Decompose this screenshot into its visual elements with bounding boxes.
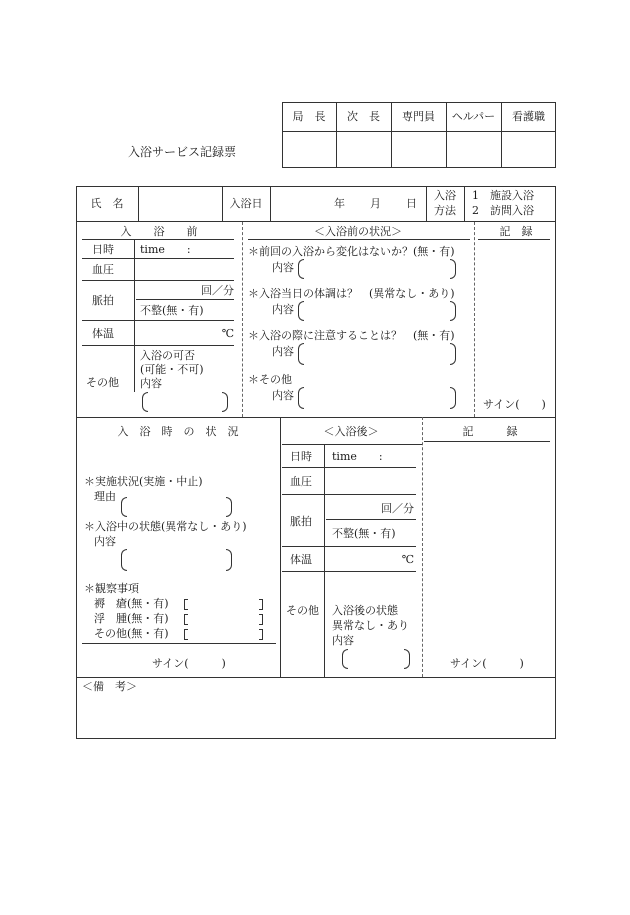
record-top-sign[interactable]: サイン( ) xyxy=(483,398,546,411)
after-pulse-unit: 回／分 xyxy=(381,502,414,515)
approval-director: 局 長 xyxy=(292,110,326,123)
form-title: 入浴サービス記録票 xyxy=(128,145,237,159)
before-irregular[interactable]: 不整(無・有) xyxy=(140,304,204,317)
remarks-label: ＜備 考＞ xyxy=(82,680,137,693)
status-q3-content-label: 内容 xyxy=(272,345,294,358)
after-bp-field[interactable] xyxy=(326,469,416,492)
approval-deputy: 次 長 xyxy=(347,110,380,123)
during-content-label: 内容 xyxy=(94,535,116,548)
before-temp-label: 体温 xyxy=(92,327,114,340)
before-datetime-label: 日時 xyxy=(92,243,114,256)
approval-helper: ヘルパー xyxy=(451,110,496,123)
bath-date-label: 入浴日 xyxy=(229,197,263,210)
during-heading: 入 浴 時 の 状 況 xyxy=(117,425,239,438)
after-content-label: 内容 xyxy=(332,634,354,647)
before-content-label: 内容 xyxy=(140,377,162,390)
during-sign[interactable]: サイン( ) xyxy=(152,657,226,670)
status-q4-content-label: 内容 xyxy=(272,389,294,402)
before-other-label: その他 xyxy=(86,376,119,389)
before-time-field[interactable]: time : xyxy=(140,243,191,256)
method-option-facility[interactable]: 1 施設入浴 xyxy=(472,189,534,202)
after-temp-label: 体温 xyxy=(290,553,312,566)
after-irregular[interactable]: 不整(無・有) xyxy=(332,527,396,540)
after-pulse-label: 脈拍 xyxy=(290,515,312,528)
before-bp-label: 血圧 xyxy=(92,263,114,276)
record-bottom-area[interactable] xyxy=(426,446,552,646)
before-bp-field[interactable] xyxy=(136,260,234,278)
status-q4: ＊その他 xyxy=(248,373,292,386)
status-q1[interactable]: ＊前回の入浴から変化はないか？(無・有) xyxy=(248,245,455,258)
before-temp-unit: ℃ xyxy=(221,327,234,340)
after-temp-unit: ℃ xyxy=(401,553,414,566)
during-s1[interactable]: ＊実施状況(実施・中止) xyxy=(84,475,203,488)
status-q2[interactable]: ＊入浴当日の体調は？ (異常なし・あり) xyxy=(248,287,455,300)
after-bp-label: 血圧 xyxy=(290,475,312,488)
method-option-visit[interactable]: 2 訪問入浴 xyxy=(472,204,534,217)
record-top-heading: 記 録 xyxy=(499,225,533,238)
during-obs2[interactable]: 浮 腫(無・有) xyxy=(94,612,169,625)
remarks-field[interactable] xyxy=(80,697,552,735)
method-label-2: 方法 xyxy=(434,204,456,217)
status-before-heading: ＜入浴前の状況＞ xyxy=(314,225,402,238)
method-label-1: 入浴 xyxy=(434,189,456,202)
name-label: 氏 名 xyxy=(90,197,124,210)
before-ok-line1: 入浴の可否 xyxy=(140,349,195,362)
status-q2-content-label: 内容 xyxy=(272,303,294,316)
during-reason-label: 理由 xyxy=(94,490,116,503)
before-pulse-unit: 回／分 xyxy=(201,284,234,297)
record-top-area[interactable] xyxy=(478,242,552,392)
before-heading: 入 浴 前 xyxy=(120,225,198,238)
during-s2[interactable]: ＊入浴中の状態(異常なし・あり) xyxy=(84,520,247,533)
record-bottom-heading: 記 録 xyxy=(462,425,518,438)
after-datetime-label: 日時 xyxy=(290,450,312,463)
status-q3[interactable]: ＊入浴の際に注意することは？ (無・有) xyxy=(248,329,455,342)
after-heading: ＜入浴後＞ xyxy=(323,425,379,438)
name-field[interactable] xyxy=(140,188,220,219)
bath-date-field[interactable] xyxy=(272,188,424,219)
record-bottom-sign[interactable]: サイン( ) xyxy=(450,657,524,670)
approval-nurse: 看護職 xyxy=(512,110,545,123)
during-obs1[interactable]: 褥 瘡(無・有) xyxy=(94,597,169,610)
month-label: 月 xyxy=(370,197,381,210)
after-time-field[interactable]: time : xyxy=(332,450,383,463)
after-state-line1: 入浴後の状態 xyxy=(332,604,398,617)
after-state-line2[interactable]: 異常なし・あり xyxy=(332,619,409,632)
during-obs3[interactable]: その他(無・有) xyxy=(94,627,169,640)
status-q1-content-label: 内容 xyxy=(272,261,294,274)
approval-specialist: 専門員 xyxy=(402,110,435,123)
before-ok-line2[interactable]: (可能・不可) xyxy=(140,363,204,376)
before-pulse-label: 脈拍 xyxy=(92,294,114,307)
after-other-label: その他 xyxy=(286,604,319,617)
day-label: 日 xyxy=(406,197,417,210)
during-s3: ＊観察事項 xyxy=(84,582,139,595)
year-label: 年 xyxy=(334,197,345,210)
